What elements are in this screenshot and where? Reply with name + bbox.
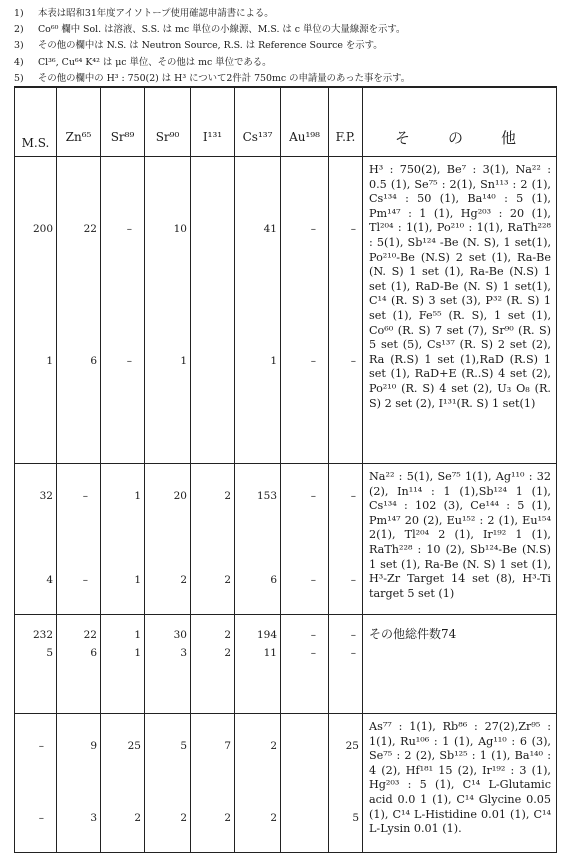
footnote-number: 1): [14, 8, 24, 19]
cell-value-upper: –: [310, 490, 316, 502]
cell-i131: [191, 464, 235, 615]
cell-sr90: [145, 464, 191, 615]
cell-value-lower: 2: [270, 812, 277, 824]
cell-value-upper: –: [310, 629, 316, 641]
cell-au198: [281, 615, 329, 714]
cell-cs137: [235, 714, 281, 853]
cell-value-lower: 2: [180, 812, 187, 824]
cell-cs137: [235, 157, 281, 464]
cell-value-upper: 10: [173, 223, 187, 235]
cell-value-upper: 1: [134, 490, 141, 502]
cell-au198: [281, 157, 329, 464]
cell-other: [363, 157, 557, 464]
cell-value-lower: 11: [263, 647, 277, 659]
cell-value-lower: –: [350, 574, 356, 586]
table-row: [15, 157, 557, 464]
cell-au198: [281, 464, 329, 615]
cell-ms: [15, 615, 57, 714]
cell-value-lower: 2: [134, 812, 141, 824]
cell-value-lower: –: [310, 355, 316, 367]
other-isotopes-text: As⁷⁷ : 1(1), Rb⁸⁶ : 27(2),Zr⁹⁵ : 1(1), Ru¹⁰⁶ : 1 (1), Ag¹¹⁰ : 6 (3), Se⁷⁵ : 2 (2), Sb¹²⁵ : 1 (1), Ba¹⁴⁰ : 4 (2), Hf¹⁸¹ 15 (2), Ir¹⁹² : 3 (1), Hg²⁰³ : 5 (1), C¹⁴ L-Glutamic acid 0.0 1 (1), C¹⁴ Glycine 0.05 (1), C¹⁴ L-Histidine 0.01 (1), C¹⁴ L-Lysin 0.01 (1).: [369, 720, 551, 836]
cell-other: [363, 615, 557, 714]
cell-value-upper: 5: [180, 740, 187, 752]
cell-sr89: [101, 615, 145, 714]
cell-value-lower: 3: [90, 812, 97, 824]
cell-value-upper: 1: [134, 629, 141, 641]
cell-zn: [57, 714, 101, 853]
cell-value-lower: 2: [224, 574, 231, 586]
cell-ms: [15, 157, 57, 464]
cell-value-upper: –: [350, 490, 356, 502]
cell-cs137: [235, 615, 281, 714]
cell-value-lower: 6: [270, 574, 277, 586]
footnote-3: [14, 38, 554, 54]
cell-value-lower: 1: [46, 355, 53, 367]
footnote-1: [14, 6, 554, 22]
cell-value-upper: 200: [32, 223, 53, 235]
cell-ms: [15, 714, 57, 853]
cell-fp: [329, 464, 363, 615]
cell-value-lower: –: [350, 355, 356, 367]
cell-value-lower: –: [82, 574, 88, 586]
other-total-count: その他総件数74: [369, 627, 457, 641]
cell-i131: [191, 157, 235, 464]
footnotes: [14, 6, 554, 87]
other-isotopes-text: H³ : 750(2), Be⁷ : 3(1), Na²² : 0.5 (1), Se⁷⁵ : 2(1), Sn¹¹³ : 2 (1), Cs¹³⁴ : 50 (1), Ba¹⁴⁰ : 5 (1), Pm¹⁴⁷ : 1 (1), Hg²⁰³ : 20 (1), Tl²⁰⁴ : 1(1), Po²¹⁰ : 1(1), RaTh²²⁸ : 5(1), Sb¹²⁴ -Be (N. S), 1 set(1), Po²¹⁰-Be (N.S) 2 set (1), Ra-Be (N. S) 1 set (1), Ra-Be (N.S) 1 set (1), RaD-Be (N. S) 1 set(1), C¹⁴ (R. S) 3 set (3), P³² (R. S) 1 set (1), Fe⁵⁵ (R. S), 1 set (1), Co⁶⁰ (R. S) 7 set (7), Sr⁹⁰ (R. S) 5 set (5), Cs¹³⁷ (R. S) 2 set (2), Ra (R.S) 1 set (1),RaD (R.S) 1 set (1), RaD+E (R..S) 4 set (2), Po²¹⁰ (R. S) 4 set (2), U₃ O₈ (R. S) 2 set (2), I¹³¹(R. S) 1 set(1): [369, 163, 551, 410]
cell-value-lower: 1: [134, 647, 141, 659]
header-fp: F.P.: [329, 87, 363, 157]
cell-value-upper: –: [82, 490, 88, 502]
cell-value-lower: 6: [90, 355, 97, 367]
cell-value-lower: 5: [46, 647, 53, 659]
cell-sr89: [101, 714, 145, 853]
cell-i131: [191, 615, 235, 714]
header-other: その他: [363, 87, 557, 157]
cell-sr89: [101, 157, 145, 464]
cell-value-lower: 1: [270, 355, 277, 367]
cell-value-upper: –: [126, 223, 132, 235]
cell-sr89: [101, 464, 145, 615]
cell-value-lower: 3: [180, 647, 187, 659]
cell-ms: [15, 464, 57, 615]
isotope-table: [14, 86, 557, 853]
footnote-5: [14, 71, 554, 87]
cell-value-upper: –: [350, 223, 356, 235]
other-isotopes-text: Na²² : 5(1), Se⁷⁵ 1(1), Ag¹¹⁰ : 32 (2), In¹¹⁴ : 1 (1),Sb¹²⁴ 1 (1), Cs¹³⁴ : 102 (3), Ce¹⁴⁴ : 5 (1), Pm¹⁴⁷ 20 (2), Eu¹⁵² : 2 (1), Eu¹⁵⁴ 2(1), Tl²⁰⁴ 2 (1), Ir¹⁹² 1 (1), RaTh²²⁸ : 10 (2), Sb¹²⁴-Be (N.S) 1 set (1), Ra-Be (N. S) 1 set (1), H³-Zr Target 14 set (8), H³-Ti target 5 set (1): [369, 470, 551, 600]
cell-value-upper: 30: [173, 629, 187, 641]
cell-fp: [329, 157, 363, 464]
cell-value-upper: 7: [224, 740, 231, 752]
footnote-text: その他の欄中の H³ : 750(2) は H³ について2件計 750mc の申請量のあった事を示す。: [38, 72, 411, 84]
cell-zn: [57, 464, 101, 615]
cell-value-upper: –: [38, 740, 44, 752]
header-cs137: Cs¹³⁷: [235, 87, 281, 157]
header-au198: Au¹⁹⁸: [281, 87, 329, 157]
cell-value-upper: –: [350, 629, 356, 641]
cell-value-upper: 25: [345, 740, 359, 752]
footnote-text: 本表は昭和31年度アイソトープ使用確認申請書による。: [38, 8, 274, 19]
cell-cs137: [235, 464, 281, 615]
cell-value-upper: 25: [127, 740, 141, 752]
cell-sr90: [145, 615, 191, 714]
cell-fp: [329, 615, 363, 714]
cell-value-lower: 5: [352, 812, 359, 824]
cell-other: [363, 714, 557, 853]
cell-value-upper: 194: [256, 629, 277, 641]
cell-value-lower: 1: [134, 574, 141, 586]
cell-value-upper: 2: [224, 629, 231, 641]
cell-other: [363, 464, 557, 615]
footnote-number: 2): [14, 24, 24, 36]
cell-value-lower: –: [310, 647, 316, 659]
cell-value-lower: 2: [224, 647, 231, 659]
header-sr90: Sr⁹⁰: [145, 87, 191, 157]
table-row: [15, 714, 557, 853]
table-header-row: [15, 87, 557, 157]
footnote-2: [14, 22, 554, 38]
footnote-text: Cl³⁶, Cu⁶⁴ K⁴² は μc 単位、その他は mc 単位である。: [38, 56, 272, 68]
header-i131: I¹³¹: [191, 87, 235, 157]
cell-zn: [57, 615, 101, 714]
footnote-text: Co⁶⁰ 欄中 Sol. は溶液、S.S. は mc 単位の小線源、M.S. は c 単位の大量線源を示す。: [38, 24, 406, 36]
footnote-number: 3): [14, 40, 24, 52]
footnote-number: 5): [14, 72, 24, 84]
cell-value-upper: 2: [270, 740, 277, 752]
cell-value-lower: –: [126, 355, 132, 367]
cell-value-upper: 9: [90, 740, 97, 752]
header-ms: M.S.: [15, 87, 57, 157]
cell-value-lower: 4: [46, 574, 53, 586]
cell-value-lower: –: [38, 812, 44, 824]
footnote-text: その他の欄中は N.S. は Neutron Source, R.S. は Reference Source を示す。: [38, 40, 383, 52]
table-row-total: [15, 615, 557, 714]
cell-au198: [281, 714, 329, 853]
cell-sr90: [145, 157, 191, 464]
footnote-4: [14, 55, 554, 71]
cell-value-upper: –: [310, 223, 316, 235]
cell-value-lower: 2: [224, 812, 231, 824]
cell-value-upper: 41: [263, 223, 277, 235]
cell-value-lower: –: [350, 647, 356, 659]
table-row: [15, 464, 557, 615]
cell-i131: [191, 714, 235, 853]
cell-value-lower: 1: [180, 355, 187, 367]
cell-value-lower: 6: [90, 647, 97, 659]
cell-value-upper: 22: [83, 629, 97, 641]
cell-value-upper: 32: [39, 490, 53, 502]
footnote-number: 4): [14, 56, 24, 68]
cell-value-upper: 153: [256, 490, 277, 502]
header-sr89: Sr⁸⁹: [101, 87, 145, 157]
cell-zn: [57, 157, 101, 464]
cell-value-lower: –: [310, 574, 316, 586]
header-zn65: Zn⁶⁵: [57, 87, 101, 157]
cell-fp: [329, 714, 363, 853]
cell-value-upper: 232: [32, 629, 53, 641]
cell-value-lower: 2: [180, 574, 187, 586]
cell-value-upper: 2: [224, 490, 231, 502]
cell-value-upper: 20: [173, 490, 187, 502]
cell-value-upper: 22: [83, 223, 97, 235]
cell-sr90: [145, 714, 191, 853]
